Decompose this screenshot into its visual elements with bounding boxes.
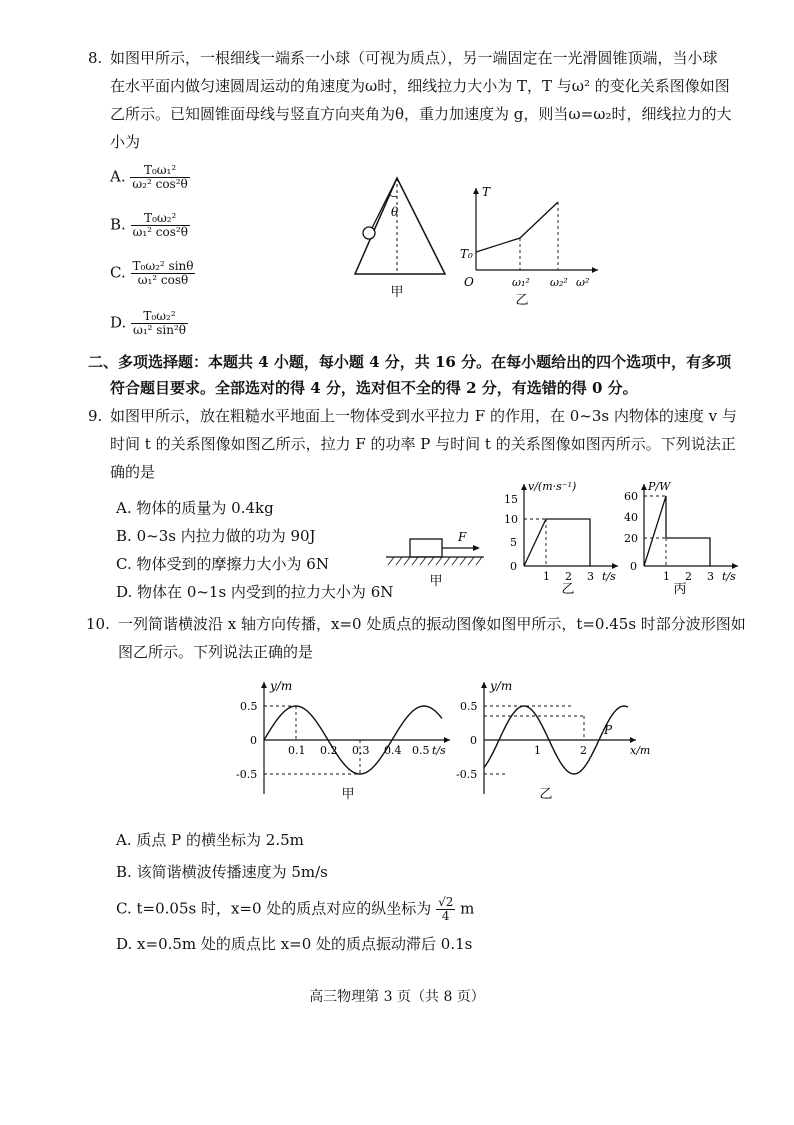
q8-cone-figure — [345, 170, 455, 300]
y-tick: 5 — [510, 536, 517, 549]
x-tick: 0.1 — [288, 744, 306, 757]
x-axis-label: t/s — [432, 744, 446, 757]
x-tick: 2 — [580, 744, 587, 757]
option-text: 0~3s 内拉力做的功为 90J — [136, 527, 316, 545]
y-tick: 0.5 — [460, 700, 478, 713]
option-label: D. — [116, 935, 133, 953]
q9-option-a[interactable] — [116, 498, 274, 518]
option-text: 物体受到的摩擦力大小为 6N — [136, 555, 329, 573]
x-tick: 3 — [707, 570, 714, 583]
x-axis-label: t/s — [722, 570, 736, 583]
figure-caption: 甲 — [390, 285, 404, 300]
y-axis-arrow — [481, 682, 487, 688]
x-tick: 0.5 — [412, 744, 430, 757]
block — [410, 539, 442, 557]
fraction-denominator: ω₁² cosθ — [137, 273, 189, 287]
x-axis-arrow — [612, 563, 618, 569]
y-axis-arrow — [641, 484, 647, 490]
option-unit: m — [460, 899, 475, 918]
q8-option-b[interactable] — [110, 212, 190, 239]
option-label: B. — [116, 527, 132, 545]
q8-number: 8. — [88, 49, 103, 67]
option-fraction — [131, 260, 196, 287]
q10-stem-line-1: 一列简谐横波沿 x 轴方向传播，x=0 处质点的振动图像如图甲所示，t=0.45s 时部分波形图如 — [118, 615, 746, 633]
x-tick: 1 — [534, 744, 541, 757]
fraction-numerator: T₀ω₂² — [131, 212, 190, 226]
page-footer: 高三物理第 3 页（共 8 页） — [309, 989, 485, 1005]
option-fraction — [131, 310, 188, 337]
q10-option-a[interactable] — [116, 830, 304, 850]
q10-waveform-graph — [456, 676, 666, 806]
y-axis-arrow — [473, 188, 479, 194]
x-axis-label: ω² — [576, 276, 590, 289]
option-label: B. — [110, 215, 126, 234]
q8-tension-graph — [458, 180, 608, 310]
option-text: x=0.5m 处的质点比 x=0 处的质点振动滞后 0.1s — [137, 935, 473, 953]
point-p-label: P — [604, 723, 613, 737]
y-axis-label: y/m — [490, 679, 513, 693]
x-tick-omega2: ω₂² — [550, 276, 568, 289]
x-tick: 1 — [663, 570, 670, 583]
q10-number: 10. — [86, 615, 110, 633]
x-axis-arrow — [732, 563, 738, 569]
cone-outline — [355, 178, 445, 274]
ball-icon — [363, 227, 375, 239]
fraction-denominator: ω₁² sin²θ — [133, 323, 187, 337]
figure-caption: 甲 — [429, 574, 443, 589]
option-label: C. — [110, 263, 126, 282]
option-text: 物体在 0~1s 内受到的拉力大小为 6N — [137, 583, 394, 601]
section2-header-line-1: 二、多项选择题：本题共 4 小题，每小题 4 分，共 16 分。在每小题给出的四个选项中，有多项 — [88, 353, 732, 371]
fraction-numerator: T₀ω₂² — [131, 310, 188, 324]
velocity-curve — [524, 519, 590, 566]
option-text: 物体的质量为 0.4kg — [136, 499, 274, 517]
q10-vibration-graph — [236, 676, 456, 806]
q10-option-d[interactable] — [116, 934, 472, 954]
y-tick: 15 — [504, 493, 518, 506]
q8-option-d[interactable] — [110, 310, 188, 337]
fraction-denominator: ω₂² cos²θ — [132, 177, 188, 191]
option-text: t=0.05s 时，x=0 处的质点对应的纵坐标为 — [136, 899, 432, 918]
figure-caption: 丙 — [673, 582, 687, 596]
y-tick: -0.5 — [236, 768, 258, 781]
q9-power-graph — [620, 476, 750, 596]
fraction-numerator: T₀ω₂² sinθ — [132, 259, 194, 273]
ground-hatching — [388, 557, 482, 565]
fraction-numerator: √2 — [438, 895, 454, 909]
fraction-denominator: 4 — [441, 909, 450, 923]
q8-stem-line-3: 乙所示。已知圆锥面母线与竖直方向夹角为θ，重力加速度为 g，则当ω=ω₂时，细线拉力的大 — [110, 105, 732, 123]
x-axis-label: t/s — [602, 570, 616, 583]
figure-caption: 乙 — [539, 787, 553, 802]
option-label: A. — [116, 499, 132, 517]
x-tick: 0.2 — [320, 744, 338, 757]
x-axis-arrow — [592, 267, 598, 273]
y-tick: 0 — [630, 560, 637, 573]
y-tick: 10 — [504, 513, 518, 526]
q9-number: 9. — [88, 407, 103, 425]
q8-stem-line-4: 小为 — [110, 133, 141, 151]
q9-option-c[interactable] — [116, 554, 329, 574]
q9-stem-line-1: 如图甲所示，放在粗糙水平地面上一物体受到水平拉力 F 的作用，在 0~3s 内物体的速度 v 与 — [110, 407, 737, 425]
option-fraction — [131, 212, 190, 239]
x-tick: 2 — [685, 570, 692, 583]
q9-block-figure — [380, 525, 490, 595]
y-tick: 0 — [470, 734, 477, 747]
string-line — [372, 178, 397, 228]
x-tick: 1 — [543, 570, 550, 583]
y-axis-arrow — [521, 484, 527, 490]
y-tick: -0.5 — [456, 768, 478, 781]
option-text: 该简谐横波传播速度为 5m/s — [136, 863, 328, 881]
y-tick: 0 — [510, 560, 517, 573]
q8-option-c[interactable] — [110, 260, 195, 287]
q8-stem-line-1: 如图甲所示，一根细线一端系一小球（可视为质点），另一端固定在一光滑圆锥顶端，当小球 — [110, 49, 718, 67]
x-tick: 3 — [587, 570, 594, 583]
x-axis-arrow — [444, 737, 450, 743]
x-axis-label: x/m — [630, 744, 651, 757]
section2-header-line-2: 符合题目要求。全部选对的得 4 分，选对但不全的得 2 分，有选错的得 0 分。 — [110, 379, 638, 397]
q10-stem-line-2: 图乙所示。下列说法正确的是 — [118, 643, 314, 661]
q9-option-d[interactable] — [116, 582, 393, 602]
x-tick: 0.3 — [352, 744, 370, 757]
figure-caption: 乙 — [561, 582, 575, 596]
force-label: F — [458, 530, 467, 544]
option-label: D. — [116, 583, 133, 601]
option-text: 质点 P 的横坐标为 2.5m — [136, 831, 304, 849]
q9-stem-line-3: 确的是 — [110, 463, 156, 481]
y-axis-label: T — [482, 185, 491, 199]
q9-stem-line-2: 时间 t 的关系图像如图乙所示，拉力 F 的功率 P 与时间 t 的关系图像如图丙所示。下列说法正 — [110, 435, 736, 453]
q8-stem-line-2: 在水平面内做匀速圆周运动的角速度为ω时，细线拉力大小为 T，T 与ω² 的变化关系图像如图 — [110, 77, 730, 95]
y-tick: 60 — [624, 490, 638, 503]
y-tick: 0.5 — [240, 700, 258, 713]
option-label: C. — [116, 555, 132, 573]
tension-curve — [476, 202, 558, 252]
x-tick: 0.4 — [384, 744, 402, 757]
option-fraction — [436, 896, 455, 923]
option-label: D. — [110, 313, 127, 332]
option-label: C. — [116, 899, 132, 918]
y-axis-label: y/m — [270, 679, 293, 693]
x-tick: 2 — [565, 570, 572, 583]
figure-caption: 甲 — [341, 787, 355, 802]
y-tick: 20 — [624, 532, 638, 545]
theta-label: θ — [391, 205, 399, 219]
origin-label: O — [464, 275, 474, 289]
q10-option-c[interactable] — [116, 896, 474, 923]
fraction-denominator: ω₁² cos²θ — [132, 225, 188, 239]
x-axis-arrow — [630, 737, 636, 743]
q10-option-b[interactable] — [116, 862, 328, 882]
x-tick-omega1: ω₁² — [512, 276, 530, 289]
y-tick: 40 — [624, 511, 638, 524]
figure-caption: 乙 — [515, 293, 529, 308]
option-label: A. — [110, 167, 126, 186]
q8-option-a[interactable] — [110, 164, 190, 191]
option-fraction — [130, 164, 189, 191]
force-arrow-icon — [473, 545, 480, 551]
fraction-numerator: T₀ω₁² — [130, 164, 189, 178]
y-tick: 0 — [250, 734, 257, 747]
y-tick-t0: T₀ — [460, 247, 473, 261]
y-axis-label: v/(m·s⁻¹) — [528, 480, 577, 493]
option-label: A. — [116, 831, 132, 849]
y-axis-label: P/W — [648, 480, 671, 493]
q9-velocity-graph — [500, 476, 630, 596]
y-axis-arrow — [261, 682, 267, 688]
option-label: B. — [116, 863, 132, 881]
q9-option-b[interactable] — [116, 526, 316, 546]
power-curve — [644, 496, 710, 566]
